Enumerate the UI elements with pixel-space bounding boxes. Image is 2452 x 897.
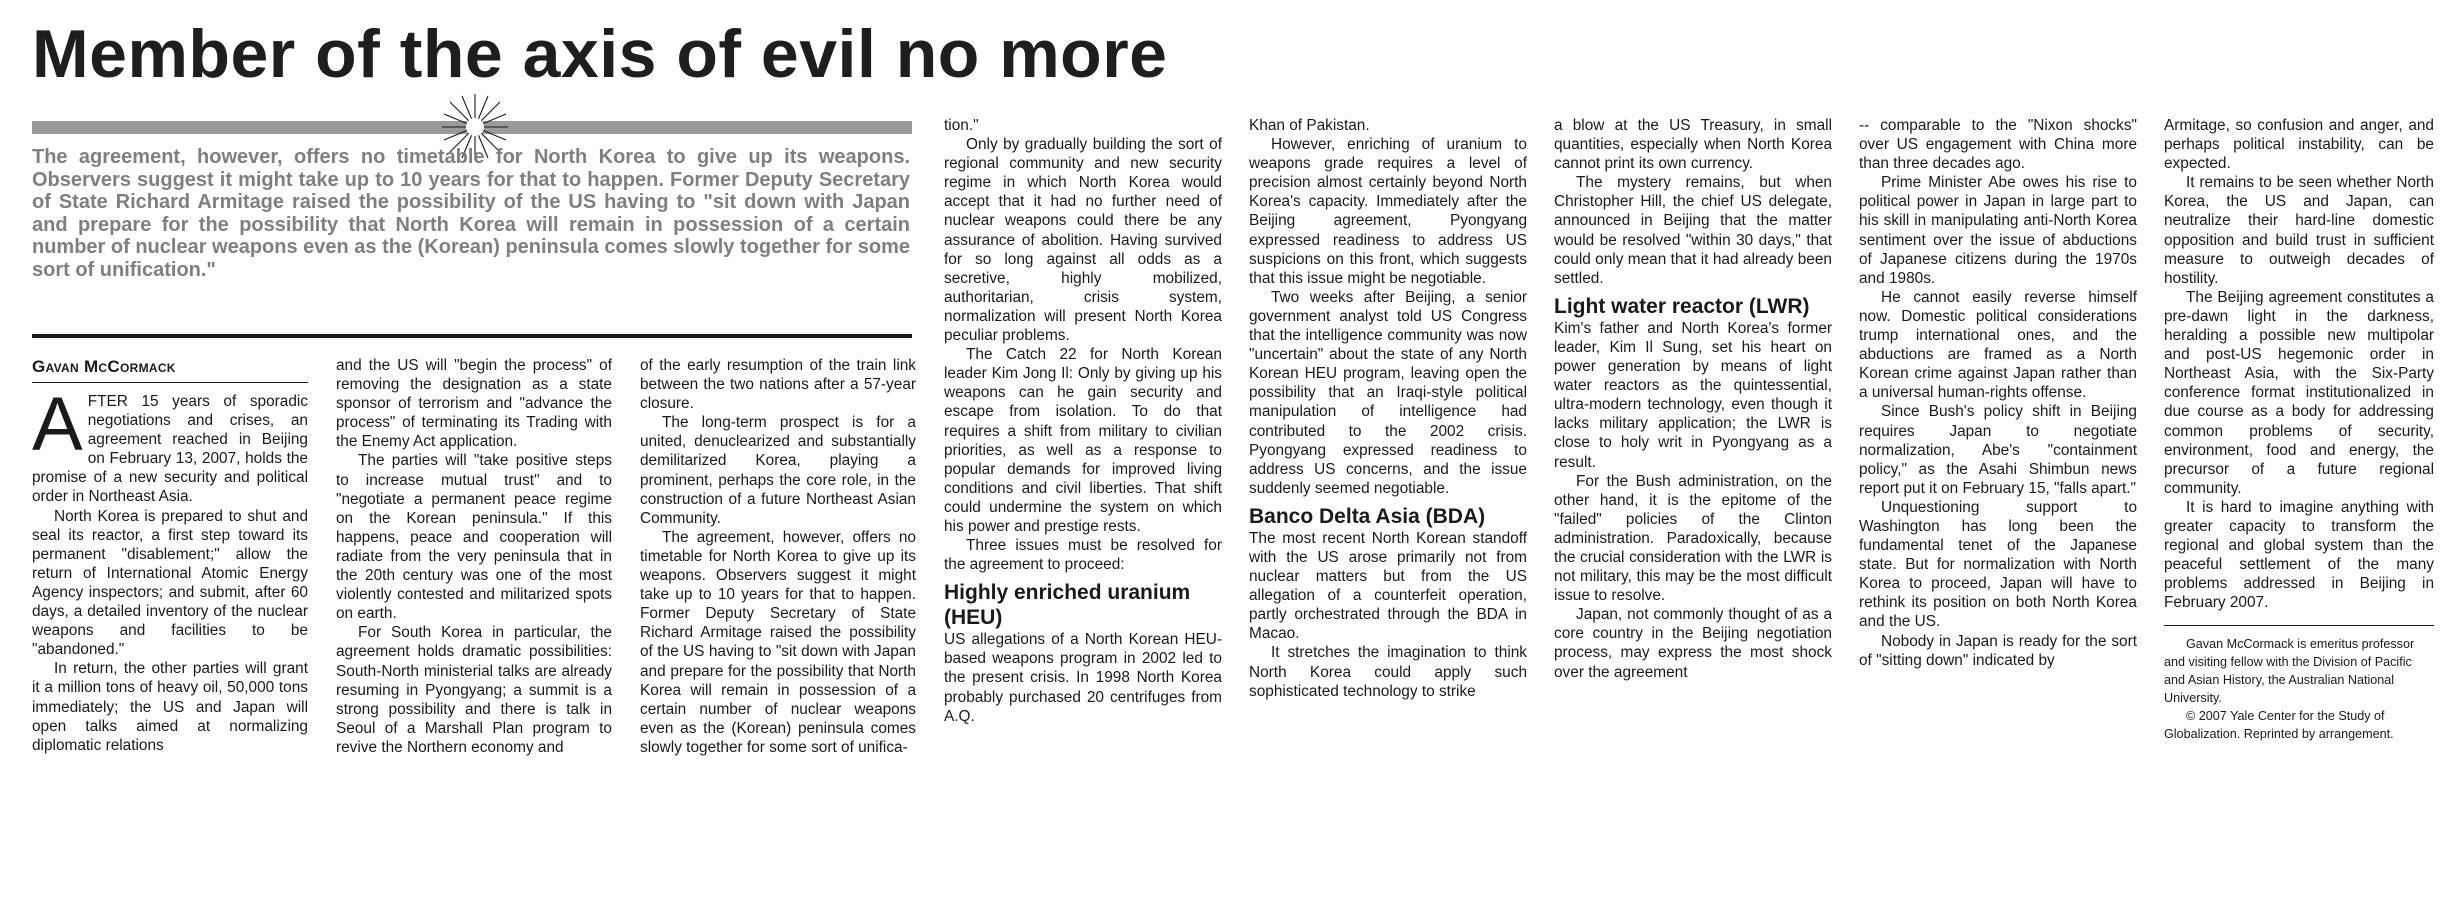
column-3 (640, 356, 916, 897)
paragraph: Nobody in Japan is ready for the sort of "sitting down" indicated by (1859, 632, 2137, 669)
column-1 (32, 356, 308, 897)
paragraph: He cannot easily reverse himself now. Domestic political considerations trump international ones, and the abductions are framed as a North Korean crime against Japan rather than a universal human-rights offense. (1859, 288, 2137, 402)
paragraph: tion." (944, 117, 979, 134)
byline: Gavan McCormack (32, 356, 308, 383)
paragraph: Two weeks after Beijing, a senior government analyst told US Congress that the intelligence community was now "uncertain" about the state of any North Korean HEU program, leaving open the possibility that an Iraqi-style political manipulation of intelligence had contributed to the 2002 crisis. Pyongyang expressed readiness to address US concerns, and the issue suddenly seemed negotiable. (1249, 288, 1527, 497)
paragraph: Japan, not commonly thought of as a core country in the Beijing negotiation process, may express the most shock over the agreement (1554, 606, 1832, 681)
paragraph: The most recent North Korean standoff with the US arose primarily not from nuclear matters but from the US allegation of a counterfeit operation, partly orchestrated through the BDA in Macao. (1249, 529, 1527, 643)
subheading-lwr: Light water reactor (LWR) (1554, 294, 1810, 318)
subheading-heu: Highly enriched uranium (HEU) (944, 581, 1191, 630)
paragraph: The mystery remains, but when Christopher Hill, the chief US delegate, announced in Beijing that the matter would be resolved "within 30 days," that could only mean that it had already been settled. (1554, 174, 1832, 287)
paragraph: The Beijing agreement constitutes a pre-dawn light in the darkness, heralding a possible new multipolar and post-US hegemonic order in Northeast Asia, with the Six-Party conference format institutionalized in due course as a body for addressing common problems of security, environment, food and energy, the precursor of a future regional community. (2164, 288, 2434, 497)
paragraph: The parties will "take positive steps to increase mutual trust" and to "negotiate a permanent peace regime on the Korean peninsula." If this happens, peace and cooperation will radiate from the very peninsula that in the 20th century was one of the most violently contested and militarized spots on earth. (336, 452, 612, 623)
paragraph: It remains to be seen whether North Korea, the US and Japan, can neutralize their hard-line domestic opposition and build trust in sufficient measure to outweigh decades of hostility. (2164, 174, 2434, 287)
paragraph: Kim's father and North Korea's former leader, Kim Il Sung, set his heart on power generation by means of light water reactors as the quintessential, ultra-modern technology, even though it lacks military application; the LWR is close to holy writ in Pyongyang as a result. (1554, 319, 1832, 471)
paragraph: For the Bush administration, on the other hand, it is the epitome of the "failed" policies of the Clinton administration. Paradoxically, because the crucial consideration with the LWR is not military, this may be the most difficult issue to resolve. (1554, 472, 1832, 605)
pull-quote-bottom-rule (32, 334, 912, 338)
lead-paragraph: FTER 15 years of sporadic negotiations and crises, an agreement reached in Beijing on February 13, 2007, holds the promise of a new security and political order in Northeast Asia. (32, 393, 308, 506)
paragraph: In return, the other parties will grant it a million tons of heavy oil, 50,000 tons immediately; the US and Japan will open talks aimed at normalizing diplomatic relations (32, 660, 308, 754)
paragraph: North Korea is prepared to shut and seal its reactor, a first step toward its permanent "disablement;" allow the return of International Atomic Energy Agency inspectors; and submit, after 60 days, a detailed inventory of the nuclear weapons and facilities to be "abandoned." (32, 507, 308, 659)
column-8 (2164, 116, 2434, 897)
paragraph: However, enriching of uranium to weapons grade requires a level of precision almost certainly beyond North Korea's capacity. Immediately after the Beijing agreement, Pyongyang expressed readiness to address US suspicions on this front, which suggests that this issue might be negotiable. (1249, 136, 1527, 287)
copyright-notice: © 2007 Yale Center for the Study of Globalization. Reprinted by arrangement. (2164, 709, 2394, 742)
paragraph: For South Korea in particular, the agreement holds dramatic possibilities: South-North ministerial talks are already resuming in Pyongyang; a summit is a strong possibility and there is talk in Seoul of a Marshall Plan program to revive the Northern economy and (336, 624, 612, 756)
paragraph: The agreement, however, offers no timetable for North Korea to give up its weapons. Observers suggest it might take up to 10 years for that to happen. Former Deputy Secretary of State Richard Armitage raised the possibility of the US having to "sit down with Japan and prepare for the possibility that North Korea will remain in possession of a certain number of nuclear weapons even as the (Korean) peninsula comes slowly together for some sort of unifica- (640, 528, 916, 756)
paragraph: Unquestioning support to Washington has long been the fundamental tenet of the Japanese state. But for normalization with North Korea to proceed, Japan will have to rethink its position on both North Korea and the US. (1859, 498, 2137, 631)
paragraph: Armitage, so confusion and anger, and perhaps political instability, can be expected. (2164, 117, 2434, 173)
column-2 (336, 356, 612, 897)
column-7 (1859, 116, 2137, 897)
paragraph: and the US will "begin the process" of removing the designation as a state sponsor of terrorism and "advance the process" of terminating its Trading with the Enemy Act application. (336, 357, 612, 451)
paragraph: Prime Minister Abe owes his rise to political power in Japan in large part to his skill in manipulating anti-North Korea sentiment over the issue of abductions of Japanese citizens during the 1970s and 1980s. (1859, 174, 2137, 287)
subheading-bda: Banco Delta Asia (BDA) (1249, 504, 1486, 528)
paragraph: US allegations of a North Korean HEU-based weapons program in 2002 led to the present crisis. In 1998 North Korea probably purchased 20 centrifuges from A.Q. (944, 631, 1222, 725)
paragraph: Three issues must be resolved for the agreement to proceed: (944, 537, 1222, 574)
headline: Member of the axis of evil no more (32, 16, 1168, 92)
paragraph: Since Bush's policy shift in Beijing requires Japan to negotiate normalization, Abe's "containment policy," as the Asahi Shimbun news report put it on February 15, "falls apart." (1859, 403, 2137, 497)
paragraph: It is hard to imagine anything with greater capacity to transform the regional and global system than the peaceful settlement of the many problems addressed in Beijing in February 2007. (2164, 498, 2434, 612)
paragraph: The Catch 22 for North Korean leader Kim Jong Il: Only by giving up his weapons can he gain security and escape from isolation. To do that requires a shift from military to civilian priorities, as well as a response to popular demands for improved living conditions and civil liberties. That shift could undermine the system on which his power and prestige rests. (944, 346, 1222, 535)
paragraph: -- comparable to the "Nixon shocks" over US engagement with China more than three decades ago. (1859, 117, 2137, 173)
column-6 (1554, 116, 1832, 897)
paragraph: It stretches the imagination to think North Korea could apply such sophisticated technology to strike (1249, 644, 1527, 700)
paragraph: of the early resumption of the train link between the two nations after a 57-year closure. (640, 357, 916, 413)
paragraph: The long-term prospect is for a united, denuclearized and substantially demilitarized Korea, playing a prominent, perhaps the core role, in the construction of a future Northeast Asian Community. (640, 414, 916, 527)
column-4 (944, 116, 1222, 897)
paragraph: Only by gradually building the sort of regional community and new security regime in which North Korea would accept that it had no further need of nuclear weapons could there be any assurance of abolition. Having survived for so long against all odds as a secretive, highly mobilized, authoritarian, crisis system, normalization will present North Korea peculiar problems. (944, 136, 1222, 345)
author-bio: Gavan McCormack is emeritus professor and visiting fellow with the Division of Pacific and Asian History, the Australian National University. (2164, 637, 2415, 706)
pull-quote: The agreement, however, offers no timetable for North Korea to give up its weapons. Observers suggest it might take up to 10 years for that to happen. Former Deputy Secretary of State Richard Armitage raised the possibility of the US having to "sit down with Japan and prepare for the possibility that North Korea will remain in possession of a certain number of nuclear weapons even as the (Korean) peninsula comes slowly together for some sort of unification." (32, 146, 910, 281)
paragraph: Khan of Pakistan. (1249, 117, 1370, 134)
author-bio-rule (2164, 625, 2434, 626)
column-5 (1249, 116, 1527, 897)
paragraph: a blow at the US Treasury, in small quantities, especially when North Korea cannot print its own currency. (1554, 117, 1832, 173)
drop-cap: A (32, 382, 83, 467)
